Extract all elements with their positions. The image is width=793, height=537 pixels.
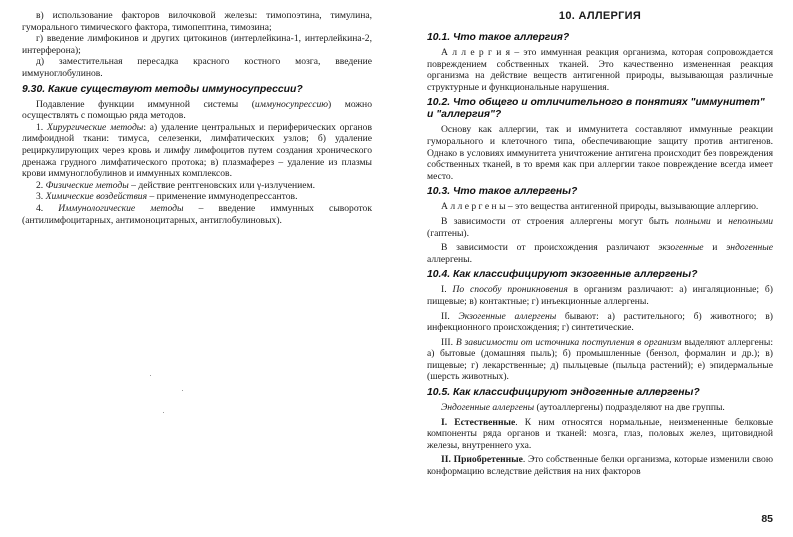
method-2-physical: 2. Физические методы – действие рентгеновских или γ-излучением. <box>36 179 315 191</box>
answer-10-5-acquired: II. Приобретенные. Это собственные белки организма, которые изменили свою конформацию вследствие действия на них факторов <box>427 454 773 478</box>
immunosuppression-intro: Подавление функции иммунной системы (иммуносупрессию) можно осуществлять с помощью ряда методов. <box>22 98 372 122</box>
list-item-d: д) заместительная пересадка красного костного мозга, введение иммуноглобулинов. <box>22 56 372 79</box>
answer-10-3-origin: В зависимости от происхождения различают экзогенные и эндогенные аллергены. <box>427 242 773 265</box>
scan-speck <box>150 375 151 376</box>
question-10-3-heading: 10.3. Что такое аллергены? <box>427 186 578 198</box>
answer-10-3-structure: В зависимости от строения аллергены могут быть полными и неполными (гаптены). <box>427 215 773 239</box>
answer-10-5-natural: I. Естественные. К ним относятся нормальные, неизмененные белковые компоненты ряда органов и тканей: мозга, глаз, половых желез, щитовидной железы, внутреннего уха. <box>427 416 773 451</box>
list-item-v: в) использование факторов вилочковой железы: тимопоэтина, тимулина, гуморального тимического фактора, тимопептина, тимозина; <box>22 10 372 33</box>
right-page-column <box>427 10 773 478</box>
answer-10-4-types: II. Экзогенные аллергены бывают: а) растительного; б) животного; в) инфекционного происхождения; г) синтетические. <box>427 310 773 334</box>
question-10-5-heading: 10.5. Как классифицируют эндогенные аллергены? <box>427 387 700 399</box>
method-1-surgical: 1. Хирургические методы: а) удаление центральных и периферических органов лимфоидной ткани: тимуса, селезенки, лимфатических узлов; б) удаление рециркулирующих через кровь и лимфу лимфоцитов путем создания хронического дренажа грудного лимфатического протока; в) плазмаферез – удаление из плазмы крови иммуноглобулинов и иммунных комплексов. <box>22 121 372 180</box>
left-page-column <box>22 10 372 226</box>
answer-10-4-route: I. По способу проникновения в организм различают: а) ингаляционные; б) пищевые; в) контактные; г) инъекционные аллергены. <box>427 284 773 307</box>
answer-10-3-definition: А л л е р г е н ы – это вещества антигенной природы, вызывающие аллергию. <box>441 201 759 213</box>
answer-10-5-intro: Эндогенные аллергены (аутоаллергены) подразделяют на две группы. <box>441 402 725 414</box>
question-10-2-heading: 10.2. Что общего и отличительного в понятиях "иммунитет" и "аллергия"? <box>427 97 765 121</box>
answer-10-2: Основу как аллергии, так и иммунитета составляют иммунные реакции гуморального и клеточного типа, обеспечивающие защиту против антигенов. Однако в условиях иммунитета уничтожение антигена происходит без повреждения собственных тканей, в то время как при аллергии такое повреждение всегда имеет место. <box>427 124 773 182</box>
method-3-chemical: 3. Химические воздействия – применение иммунодепрессантов. <box>36 191 298 203</box>
list-item-g: г) введение лимфокинов и других цитокинов (интерлейкина-1, интерлейкина-2, интерферона); <box>22 33 372 56</box>
answer-10-1: А л л е р г и я – это иммунная реакция организма, которая сопровождается повреждением собственных тканей. Это качественно измененная реакция организма на действие веществ антигенной природы, вызывающая различные структурные и функциональные нарушения. <box>427 47 773 93</box>
page-number: 85 <box>761 513 773 525</box>
question-10-4-heading: 10.4. Как классифицируют экзогенные аллергены? <box>427 269 698 281</box>
method-4-immunological: 4. Иммунологические методы – введение иммунных сывороток (антилимфоцитарных, антимоноцитарных, антиглобулиновых). <box>22 202 373 226</box>
question-9-30-heading: 9.30. Какие существуют методы иммуносупрессии? <box>22 83 303 95</box>
answer-10-4-sources: III. В зависимости от источника поступления в организм выделяют аллергены: а) бытовые (домашняя пыль); б) промышленные (бензол, формалин и др.); в) пищевые; г) лекарственные; д) пыльцевые (пыльца растений); е) эпидермальные (шерсть животных). <box>427 336 773 383</box>
question-10-1-heading: 10.1. Что такое аллергия? <box>427 32 570 43</box>
scan-speck <box>163 412 164 413</box>
scan-speck <box>182 390 183 391</box>
chapter-title: 10. АЛЛЕРГИЯ <box>558 10 642 22</box>
